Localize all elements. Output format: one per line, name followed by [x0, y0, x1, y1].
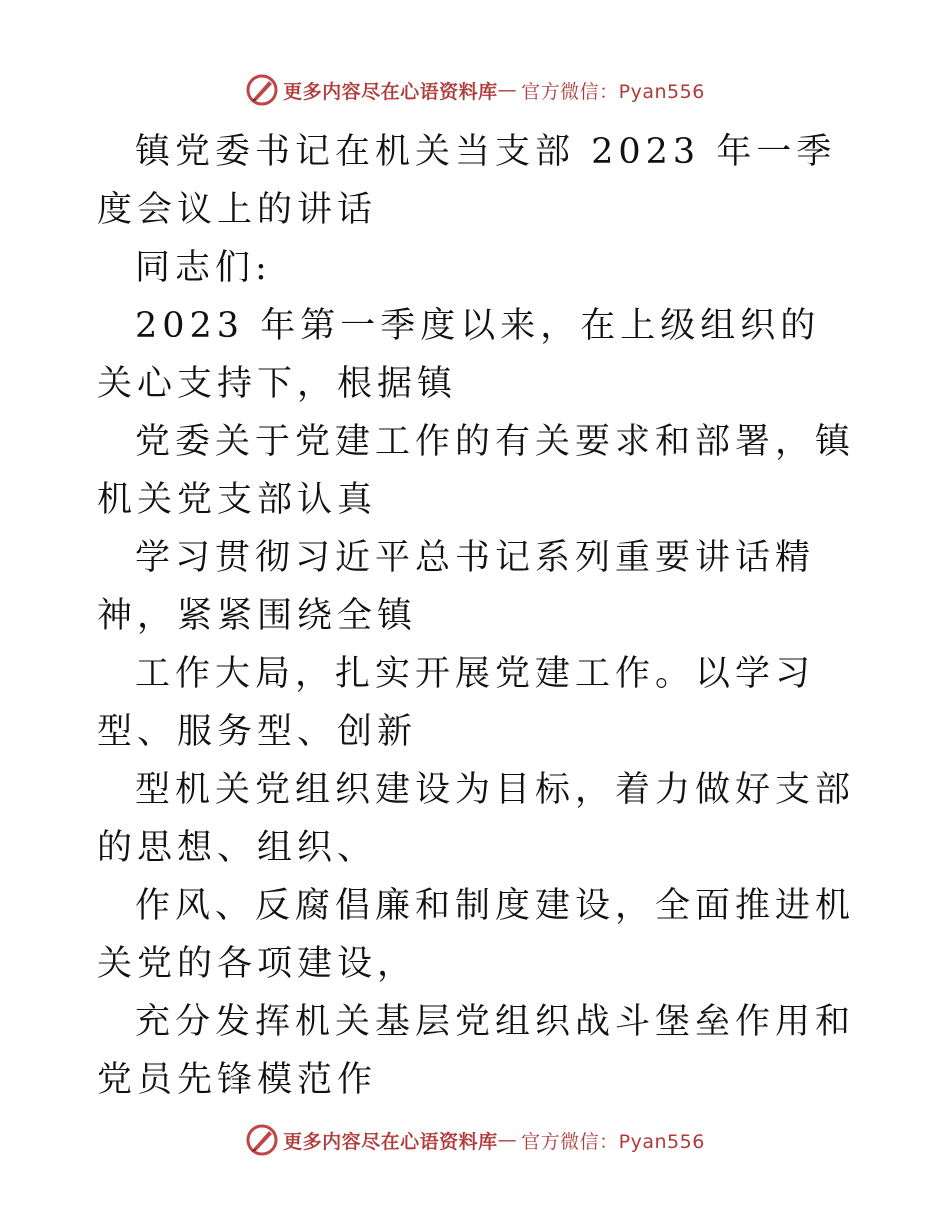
body-paragraph: 2023 年第一季度以来，在上级组织的关心支持下，根据镇 — [97, 306, 821, 404]
quill-logo-icon — [245, 73, 279, 107]
body-paragraph: 工作大局，扎实开展党建工作。以学习型、服务型、创新 — [97, 654, 816, 752]
body-paragraph: 学习贯彻习近平总书记系列重要讲话精神，紧紧围绕全镇 — [97, 538, 816, 636]
salutation: 同志们: — [135, 248, 272, 288]
document-body — [97, 123, 857, 1109]
watermark-header — [0, 70, 950, 110]
watermark-brand: 更多内容尽在心语资料库 — [283, 1130, 498, 1153]
body-paragraph: 党委关于党建工作的有关要求和部署，镇机关党支部认真 — [97, 422, 856, 520]
watermark-brand: 更多内容尽在心语资料库 — [283, 80, 498, 103]
watermark-footer — [0, 1120, 950, 1160]
body-paragraph: 型机关党组织建设为目标，着力做好支部的思想、组织、 — [97, 770, 856, 868]
body-paragraph: 作风、反腐倡廉和制度建设，全面推进机关党的各项建设， — [97, 886, 856, 984]
watermark-separator: — — [497, 79, 518, 101]
document-title: 镇党委书记在机关当支部 2023 年一季度会议上的讲话 — [97, 132, 837, 230]
watermark-contact: 官方微信：Pyan556 — [521, 1130, 705, 1153]
watermark-separator: — — [497, 1129, 518, 1151]
quill-logo-icon — [245, 1123, 279, 1157]
watermark-contact: 官方微信：Pyan556 — [521, 80, 705, 103]
body-paragraph: 充分发挥机关基层党组织战斗堡垒作用和党员先锋模范作 — [97, 1002, 856, 1100]
